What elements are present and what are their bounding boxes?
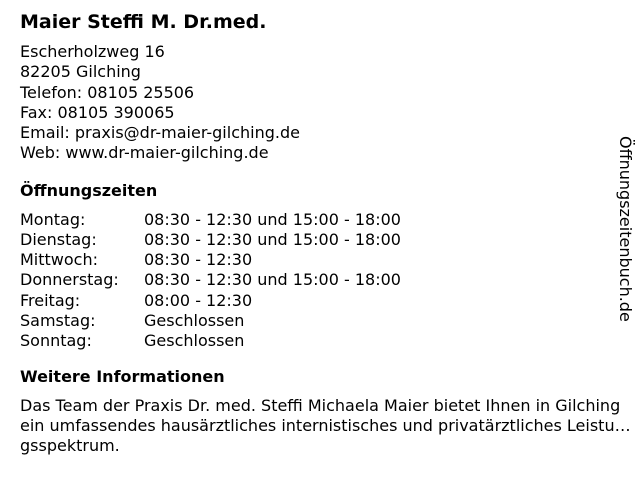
hours-day: Dienstag: bbox=[20, 229, 97, 249]
hours-time: 08:30 - 12:30 bbox=[144, 250, 253, 270]
hours-time: Geschlossen bbox=[144, 331, 245, 350]
contact-block bbox=[20, 42, 620, 164]
hours-row-tuesday bbox=[20, 230, 620, 250]
hours-day: Donnerstag: bbox=[20, 270, 119, 290]
hours-day: Freitag: bbox=[20, 290, 81, 310]
practice-name: Maier Steffi M. Dr.med. bbox=[20, 11, 267, 33]
fax-number: Fax: 08105 390065 bbox=[20, 102, 175, 122]
website-address: Web: www.dr-maier-gilching.de bbox=[20, 143, 269, 163]
hours-day: Sonntag: bbox=[20, 331, 92, 350]
opening-hours-heading: Öffnungszeiten bbox=[20, 180, 158, 200]
brand-watermark: Öffnungszeitenbuch.de bbox=[616, 136, 635, 322]
hours-row-saturday bbox=[20, 311, 620, 331]
opening-hours-table bbox=[20, 210, 620, 351]
hours-time: 08:00 - 12:30 bbox=[144, 290, 253, 310]
hours-day: Mittwoch: bbox=[20, 250, 98, 270]
phone-number: Telefon: 08105 25506 bbox=[20, 82, 195, 102]
hours-time: 08:30 - 12:30 und 15:00 - 18:00 bbox=[144, 229, 401, 249]
hours-row-wednesday bbox=[20, 250, 620, 270]
further-information-text: Das Team der Praxis Dr. med. Steffi Michaela Maier bietet Ihnen in Gilching ein umfassendes hausärztliches internistisches und privatärztliches Leistungsspektrum. bbox=[20, 396, 625, 456]
hours-day: Montag: bbox=[20, 209, 86, 229]
hours-row-monday bbox=[20, 210, 620, 230]
hours-time: 08:30 - 12:30 und 15:00 - 18:00 bbox=[144, 209, 401, 229]
practice-card bbox=[20, 8, 625, 456]
email-address: Email: praxis@dr-maier-gilching.de bbox=[20, 123, 300, 143]
hours-time: Geschlossen bbox=[144, 310, 245, 330]
hours-time: 08:30 - 12:30 und 15:00 - 18:00 bbox=[144, 270, 401, 290]
street-address: Escherholzweg 16 bbox=[20, 42, 165, 61]
hours-row-friday bbox=[20, 291, 620, 311]
hours-row-sunday bbox=[20, 331, 620, 351]
hours-day: Samstag: bbox=[20, 310, 96, 330]
city-address: 82205 Gilching bbox=[20, 62, 141, 82]
further-information-heading: Weitere Informationen bbox=[20, 367, 225, 387]
hours-row-thursday bbox=[20, 270, 620, 290]
